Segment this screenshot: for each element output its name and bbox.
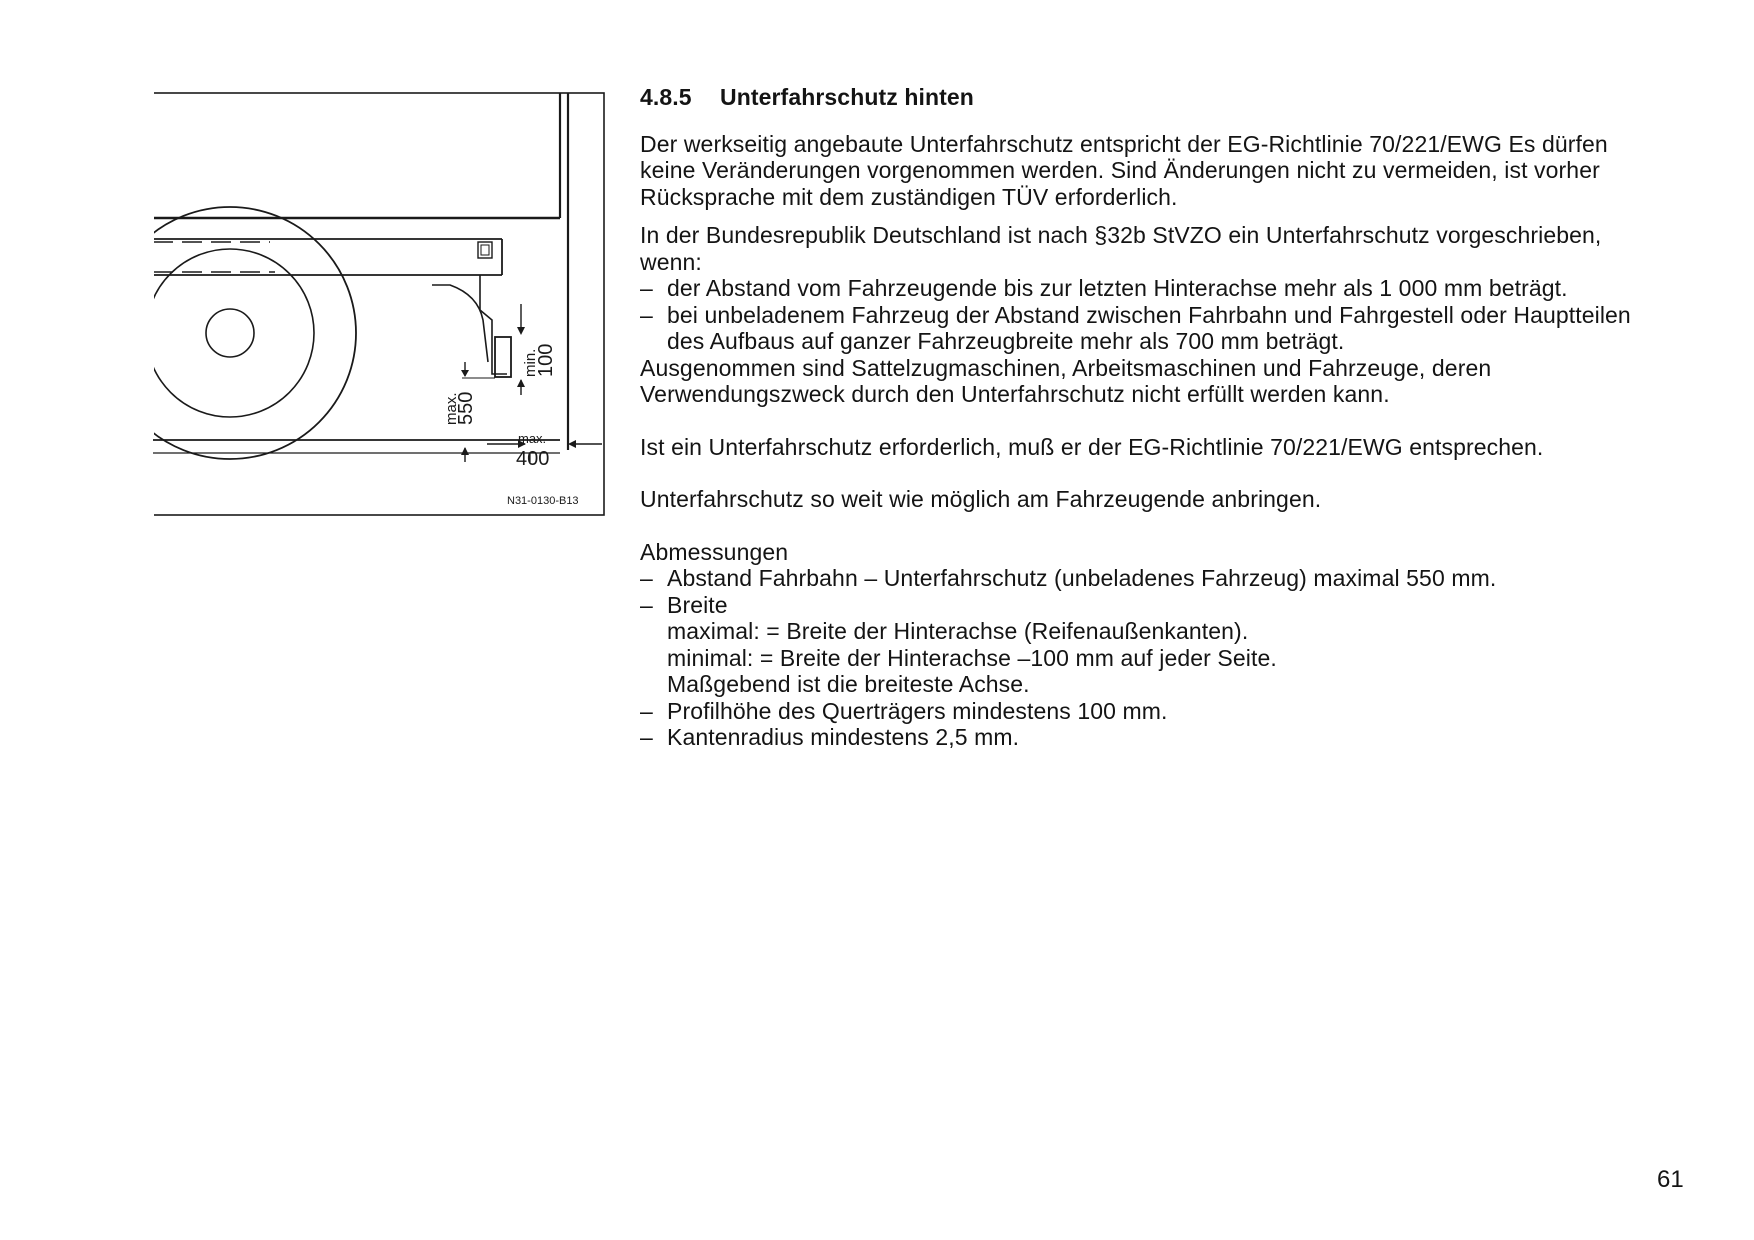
width-max: maximal: = Breite der Hinterachse (Reifenaußenkanten). bbox=[667, 618, 1249, 644]
dim400-value: 400 bbox=[516, 448, 550, 470]
rear-marker-inner bbox=[481, 245, 489, 255]
page-number: 61 bbox=[1657, 1166, 1684, 1193]
dim400-arrowhead-right bbox=[568, 440, 576, 448]
paragraph-mounting: Unterfahrschutz so weit wie möglich am Fahrzeugende anbringen. bbox=[640, 486, 1322, 512]
wheel-tire bbox=[150, 207, 356, 459]
rear-marker bbox=[478, 242, 492, 258]
left-mask bbox=[150, 90, 154, 522]
list-item: – Abstand Fahrbahn – Unterfahrschutz (unbeladenes Fahrzeug) maximal 550 mm. bbox=[640, 565, 1640, 592]
list-item: – Kantenradius mindestens 2,5 mm. bbox=[640, 724, 1640, 751]
width-title: – Breite bbox=[667, 591, 728, 618]
section-number: 4.8.5 bbox=[640, 84, 692, 110]
dim550-arrowhead-top bbox=[461, 370, 469, 377]
list-item: – Profilhöhe des Querträgers mindestens 100 mm. bbox=[640, 698, 1640, 725]
stvzo-conditions-list bbox=[640, 275, 1640, 355]
underrun-bar-profile bbox=[495, 337, 511, 377]
dim100-label-min: min. bbox=[522, 348, 539, 377]
section-heading bbox=[640, 84, 1640, 111]
dim550-label-max: max. bbox=[443, 392, 460, 425]
dim100-arrowhead-top bbox=[517, 327, 525, 335]
list-item-width bbox=[640, 592, 1640, 698]
dimensions-list bbox=[640, 565, 1640, 751]
wheel-hub bbox=[206, 309, 254, 357]
dim100-value: 100 bbox=[535, 343, 557, 377]
paragraph-stvzo-intro: In der Bundesrepublik Deutschland ist nach §32b StVZO ein Unterfahrschutz vorgeschrieben, wenn: bbox=[640, 222, 1602, 275]
dim100-arrowhead-bottom bbox=[517, 379, 525, 387]
width-min: minimal: = Breite der Hinterachse –100 mm auf jeder Seite. bbox=[667, 644, 1277, 671]
section-title: Unterfahrschutz hinten bbox=[720, 84, 974, 110]
rear-underrun-protection-diagram bbox=[150, 90, 610, 522]
dimensions-heading: Abmessungen bbox=[640, 538, 789, 565]
diagram-svg bbox=[150, 90, 610, 522]
list-item: – bei unbeladenem Fahrzeug der Abstand zwischen Fahrbahn und Fahrgestell oder Hauptteilen des Aufbaus auf ganzer Fahrzeugbreite mehr als 700 mm beträgt. bbox=[640, 302, 1640, 355]
dim400-label-max: max. bbox=[518, 431, 547, 446]
section-content bbox=[640, 84, 1640, 751]
dim550-value: 550 bbox=[455, 391, 477, 425]
width-note: Maßgebend ist die breiteste Achse. bbox=[667, 671, 1030, 697]
list-item: – der Abstand vom Fahrzeugende bis zur letzten Hinterachse mehr als 1 000 mm beträgt. bbox=[640, 275, 1640, 302]
paragraph-required: Ist ein Unterfahrschutz erforderlich, muß er der EG-Richtlinie 70/221/EWG entsprechen. bbox=[640, 433, 1544, 460]
paragraph-exceptions: Ausgenommen sind Sattelzugmaschinen, Arbeitsmaschinen und Fahrzeuge, deren Verwendungszweck durch den Unterfahrschutz nicht erfüllt werden kann. bbox=[640, 354, 1492, 407]
figure-ref-code: N31-0130-B13 bbox=[507, 495, 579, 507]
dim550-arrowhead-bottom bbox=[461, 447, 469, 455]
paragraph-eg-directive: Der werkseitig angebaute Unterfahrschutz entspricht der EG-Richtlinie 70/221/EWG Es dürfen keine Veränderungen vorgenommen werden. Sind Änderungen nicht zu vermeiden, ist vorher Rücksprache mit dem zuständigen TÜV erforderlich. bbox=[640, 130, 1608, 210]
